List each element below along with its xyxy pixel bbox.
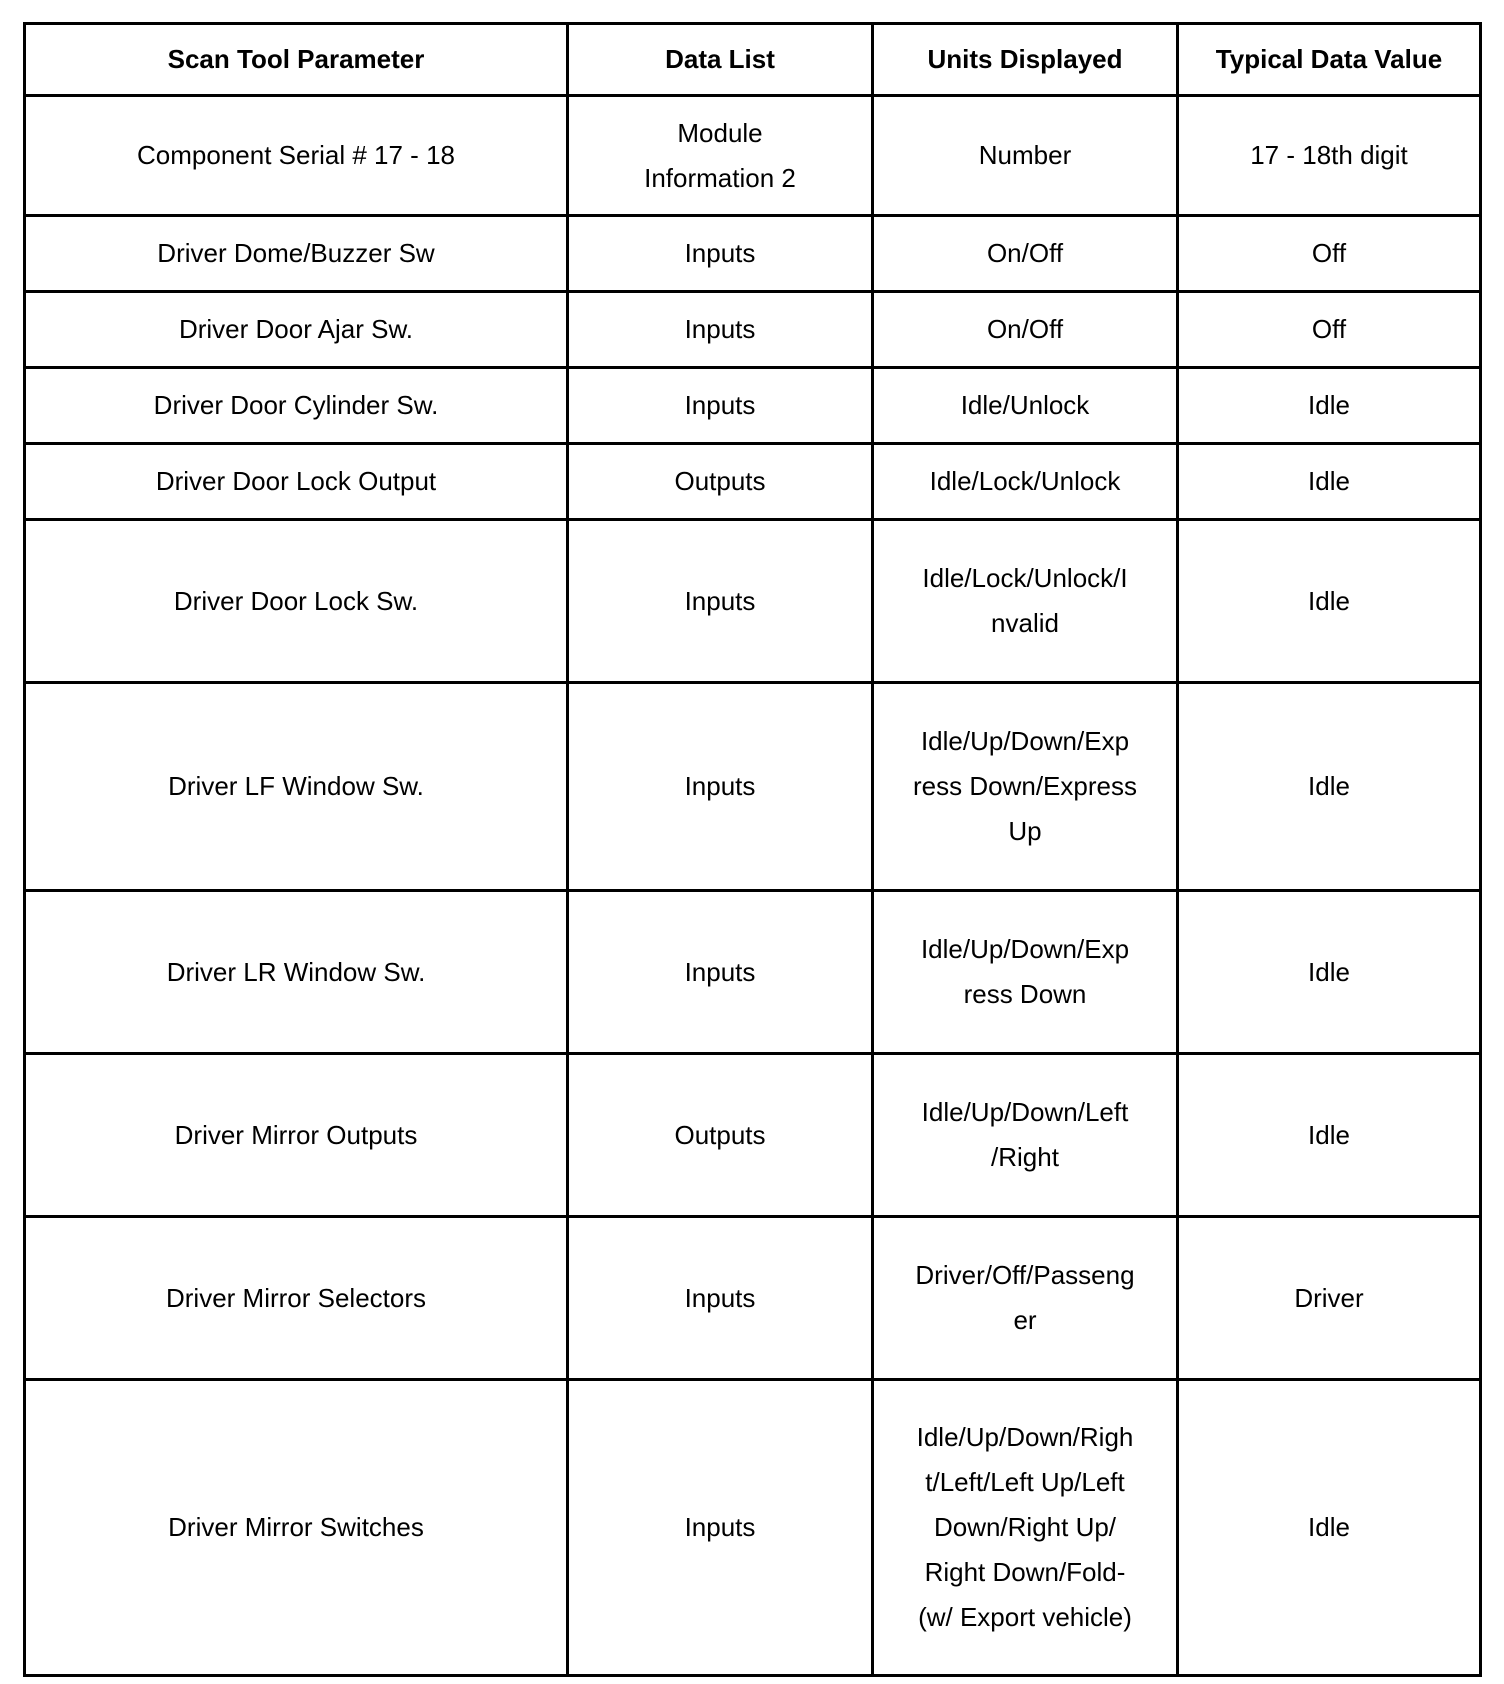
table-row: [25, 1380, 1481, 1676]
parameter-cell: Driver Door Lock Output: [25, 444, 568, 520]
data-list-cell: Inputs: [568, 368, 873, 444]
units-cell: On/Off: [873, 216, 1178, 292]
units-cell: Idle/Unlock: [873, 368, 1178, 444]
data-list-cell: Outputs: [568, 1054, 873, 1217]
parameter-cell: Driver Mirror Selectors: [25, 1217, 568, 1380]
units-cell: Idle/Up/Down/Left /Right: [873, 1054, 1178, 1217]
parameter-cell: Driver LF Window Sw.: [25, 683, 568, 891]
units-cell: Idle/Lock/Unlock: [873, 444, 1178, 520]
units-cell: Idle/Up/Down/Exp ress Down/Express Up: [873, 683, 1178, 891]
typical-value-cell: Idle: [1178, 444, 1481, 520]
parameter-cell: Driver LR Window Sw.: [25, 891, 568, 1054]
units-cell: Idle/Up/Down/Exp ress Down: [873, 891, 1178, 1054]
data-list-cell: Inputs: [568, 292, 873, 368]
table-row: [25, 1217, 1481, 1380]
units-cell: Idle/Up/Down/Righ t/Left/Left Up/Left Down/Right Up/ Right Down/Fold- (w/ Export vehicle): [873, 1380, 1178, 1676]
typical-value-cell: Idle: [1178, 520, 1481, 683]
data-list-cell: Inputs: [568, 216, 873, 292]
typical-value-cell: Idle: [1178, 368, 1481, 444]
parameter-cell: Driver Door Cylinder Sw.: [25, 368, 568, 444]
parameter-cell: Driver Dome/Buzzer Sw: [25, 216, 568, 292]
typical-value-cell: Idle: [1178, 1380, 1481, 1676]
typical-value-cell: Idle: [1178, 683, 1481, 891]
data-list-cell: Inputs: [568, 1217, 873, 1380]
units-cell: On/Off: [873, 292, 1178, 368]
header-row: [25, 24, 1481, 96]
data-list-cell: Inputs: [568, 891, 873, 1054]
typical-value-cell: 17 - 18th digit: [1178, 96, 1481, 216]
parameter-cell: Component Serial # 17 - 18: [25, 96, 568, 216]
typical-value-cell: Off: [1178, 216, 1481, 292]
data-list-cell: Inputs: [568, 1380, 873, 1676]
table-row: [25, 1054, 1481, 1217]
typical-value-cell: Idle: [1178, 891, 1481, 1054]
table-row: [25, 520, 1481, 683]
parameter-cell: Driver Door Lock Sw.: [25, 520, 568, 683]
typical-value-cell: Off: [1178, 292, 1481, 368]
header-units-displayed: Units Displayed: [873, 24, 1178, 96]
table-row: [25, 96, 1481, 216]
table-row: [25, 444, 1481, 520]
units-cell: Driver/Off/Passeng er: [873, 1217, 1178, 1380]
header-typical-data-value: Typical Data Value: [1178, 24, 1481, 96]
data-list-cell: Outputs: [568, 444, 873, 520]
data-list-cell: Inputs: [568, 520, 873, 683]
data-list-cell: Module Information 2: [568, 96, 873, 216]
parameter-cell: Driver Mirror Switches: [25, 1380, 568, 1676]
typical-value-cell: Driver: [1178, 1217, 1481, 1380]
units-cell: Number: [873, 96, 1178, 216]
table-row: [25, 683, 1481, 891]
units-cell: Idle/Lock/Unlock/I nvalid: [873, 520, 1178, 683]
typical-value-cell: Idle: [1178, 1054, 1481, 1217]
table-row: [25, 368, 1481, 444]
table-row: [25, 292, 1481, 368]
parameter-cell: Driver Door Ajar Sw.: [25, 292, 568, 368]
table-row: [25, 216, 1481, 292]
parameter-cell: Driver Mirror Outputs: [25, 1054, 568, 1217]
data-list-cell: Inputs: [568, 683, 873, 891]
header-scan-tool-parameter: Scan Tool Parameter: [25, 24, 568, 96]
header-data-list: Data List: [568, 24, 873, 96]
table-row: [25, 891, 1481, 1054]
scan-tool-data-table: [23, 22, 1482, 1677]
